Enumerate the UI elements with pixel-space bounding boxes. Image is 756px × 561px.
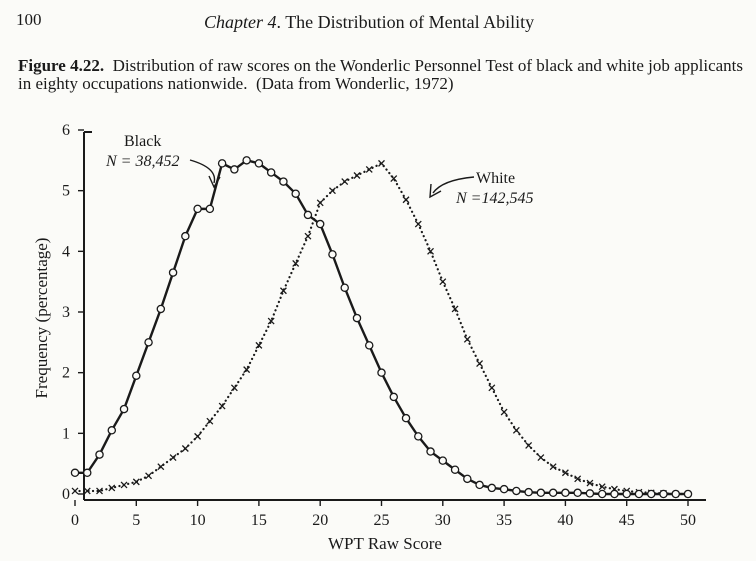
white-data-point: [244, 367, 250, 373]
white-data-point: [513, 427, 519, 433]
white-data-point: [72, 488, 78, 494]
chapter-prefix: Chapter 4: [204, 12, 277, 32]
black-data-point: [219, 160, 226, 167]
black-data-point: [231, 166, 238, 173]
x-tick-label: 35: [496, 512, 513, 529]
black-data-point: [206, 205, 213, 212]
axis-ticks: [62, 122, 696, 529]
black-data-point: [415, 433, 422, 440]
white-data-point: [219, 403, 225, 409]
black-data-point: [390, 393, 397, 400]
white-data-point: [133, 479, 139, 485]
figure-label: Figure 4.22.: [18, 56, 105, 75]
x-tick-label: 30: [434, 512, 451, 529]
black-data-point: [684, 490, 691, 497]
x-tick-label: 20: [312, 512, 329, 529]
legend-black-n: N = 38,452: [106, 153, 180, 170]
black-data-point: [268, 169, 275, 176]
legend-white-name: White: [476, 170, 516, 187]
figure-caption-text: Distribution of raw scores on the Wonderlic Personnel Test of black and white job applicants in eighty occupations nationwide.: [18, 56, 744, 93]
y-tick-label: 5: [62, 182, 70, 200]
white-data-point: [366, 166, 372, 172]
black-data-point: [660, 490, 667, 497]
black-data-point: [194, 205, 201, 212]
black-data-point: [402, 415, 409, 422]
x-tick-label: 5: [132, 512, 141, 529]
x-axis-label: WPT Raw Score: [328, 534, 442, 553]
white-data-point: [342, 179, 348, 185]
black-data-point: [464, 475, 471, 482]
figure-source: (Data from Wonderlic, 1972): [255, 74, 454, 93]
y-tick-label: 3: [62, 304, 70, 321]
white-data-point: [121, 482, 127, 488]
white-data-point: [231, 385, 237, 391]
black-data-point: [476, 481, 483, 488]
y-tick-label: 0: [62, 486, 70, 503]
white-data-point: [170, 455, 176, 461]
black-data-point: [525, 489, 532, 496]
x-tick-label: 25: [373, 512, 390, 529]
black-data-point: [353, 314, 360, 321]
black-data-point: [648, 490, 655, 497]
black-data-point: [243, 157, 250, 164]
black-data-point: [145, 339, 152, 346]
black-data-point: [317, 220, 324, 227]
white-data-point: [158, 464, 164, 470]
white-data-point: [182, 446, 188, 452]
black-data-point: [574, 489, 581, 496]
black-data-point: [84, 469, 91, 476]
white-series-line: [75, 163, 688, 494]
y-tick-label: 2: [62, 364, 70, 382]
series-black: [71, 157, 691, 498]
white-data-point: [317, 200, 323, 206]
black-data-point: [439, 457, 446, 464]
black-data-point: [635, 490, 642, 497]
black-data-point: [599, 490, 606, 497]
black-data-point: [108, 427, 115, 434]
white-data-point: [195, 433, 201, 439]
white-data-point: [415, 221, 421, 227]
black-data-point: [586, 490, 593, 497]
x-tick-label: 50: [680, 512, 696, 529]
black-series-line: [75, 160, 688, 494]
legend-white-n: N =142,545: [456, 190, 534, 207]
black-data-point: [292, 190, 299, 197]
white-data-point: [207, 418, 213, 424]
page-number: 100: [16, 10, 42, 29]
y-axis-label: Frequency (percentage): [32, 237, 51, 399]
black-data-point: [623, 490, 630, 497]
white-data-point: [354, 173, 360, 179]
black-data-point: [550, 489, 557, 496]
y-tick-label: 6: [62, 122, 70, 139]
white-data-point: [464, 336, 470, 342]
black-data-point: [120, 405, 127, 412]
black-data-point: [672, 490, 679, 497]
black-data-point: [304, 211, 311, 218]
black-data-point: [280, 178, 287, 185]
white-data-point: [379, 160, 385, 166]
black-data-point: [157, 305, 164, 312]
black-data-point: [366, 342, 373, 349]
legend-black-name: Black: [124, 133, 162, 150]
black-data-point: [451, 466, 458, 473]
white-data-point: [403, 197, 409, 203]
black-data-point: [378, 369, 385, 376]
black-data-point: [96, 451, 103, 458]
black-data-point: [182, 233, 189, 240]
y-tick-label: 1: [62, 425, 70, 443]
black-data-point: [71, 469, 78, 476]
white-data-point: [501, 409, 507, 415]
black-data-point: [488, 484, 495, 491]
white-data-point: [329, 188, 335, 194]
series-white: [72, 160, 691, 497]
x-tick-label: 45: [618, 512, 635, 529]
white-data-point: [477, 361, 483, 367]
white-data-point: [538, 455, 544, 461]
black-data-point: [341, 284, 348, 291]
black-data-point: [501, 486, 508, 493]
x-tick-label: 0: [71, 512, 79, 529]
x-tick-label: 10: [189, 512, 206, 529]
black-data-point: [611, 490, 618, 497]
black-data-point: [329, 251, 336, 258]
white-data-point: [146, 473, 152, 479]
x-tick-label: 40: [557, 512, 574, 529]
white-data-point: [305, 233, 311, 239]
black-data-point: [255, 160, 262, 167]
white-data-point: [489, 385, 495, 391]
black-data-point: [427, 448, 434, 455]
black-data-point: [513, 487, 520, 494]
black-data-point: [537, 489, 544, 496]
x-tick-label: 15: [250, 512, 267, 529]
white-data-point: [526, 442, 532, 448]
black-data-point: [562, 489, 569, 496]
black-data-point: [133, 372, 140, 379]
black-data-point: [169, 269, 176, 276]
white-data-point: [440, 279, 446, 285]
y-tick-label: 4: [62, 243, 70, 261]
chapter-name: . The Distribution of Mental Ability: [276, 12, 535, 32]
